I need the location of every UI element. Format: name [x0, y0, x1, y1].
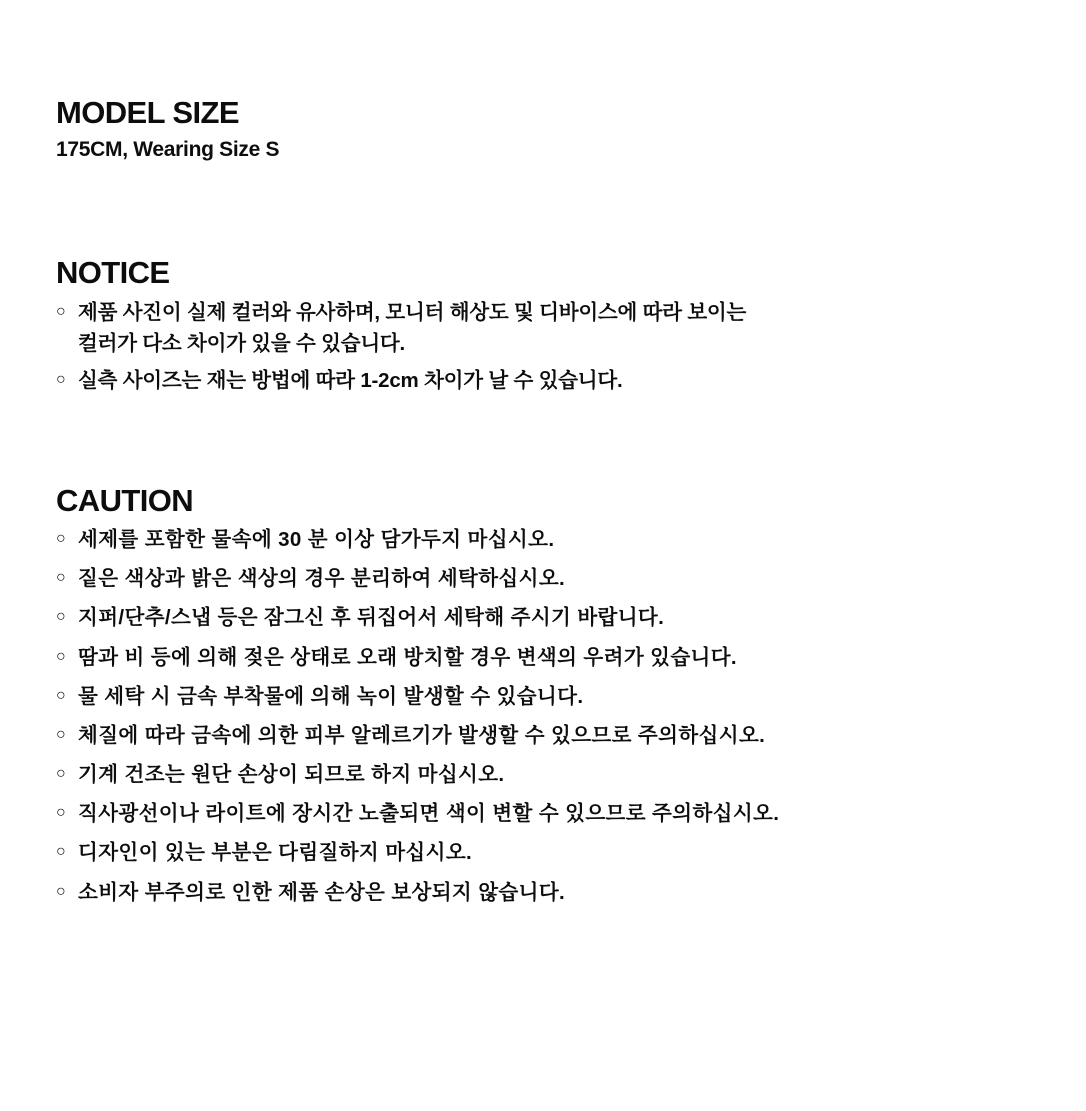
caution-item-text: 직사광선이나 라이트에 장시간 노출되면 색이 변할 수 있으므로 주의하십시오. — [78, 802, 780, 826]
bullet-icon: ○ — [56, 569, 67, 587]
bullet-icon: ○ — [56, 882, 67, 900]
bullet-icon: ○ — [56, 302, 66, 320]
model-size-section — [56, 96, 1030, 164]
caution-item-text: 짙은 색상과 밝은 색상의 경우 분리하여 세탁하십시오. — [78, 567, 566, 591]
notice-section — [56, 256, 1030, 396]
caution-list — [56, 524, 1030, 908]
bullet-icon: ○ — [56, 804, 67, 822]
notice-heading: NOTICE — [56, 255, 170, 291]
list-item — [56, 524, 1030, 555]
notice-item-line1: 제품 사진이 실제 컬러와 유사하며, 모니터 해상도 및 디바이스에 따라 보이는 — [78, 300, 747, 324]
caution-item-text: 소비자 부주의로 인한 제품 손상은 보상되지 않습니다. — [78, 880, 566, 904]
list-item — [56, 642, 1030, 673]
list-item — [56, 681, 1030, 712]
bullet-icon: ○ — [56, 765, 67, 783]
spacer-model-notice — [56, 164, 1030, 256]
caution-item-text: 지퍼/단추/스냅 등은 잠그신 후 뒤집어서 세탁해 주시기 바랍니다. — [78, 606, 665, 630]
notice-item-text — [78, 365, 1030, 396]
list-item — [56, 759, 1030, 790]
list-item — [56, 877, 1030, 908]
caution-item-text: 땀과 비 등에 의해 젖은 상태로 오래 방치할 경우 변색의 우려가 있습니다. — [78, 645, 738, 669]
caution-item-text: 세제를 포함한 물속에 30 분 이상 담가두지 마십시오. — [78, 528, 555, 552]
list-item — [56, 837, 1030, 868]
model-size-detail: 175CM, Wearing Size S — [56, 138, 280, 162]
caution-item-text: 기계 건조는 원단 손상이 되므로 하지 마십시오. — [78, 763, 505, 787]
list-item — [56, 563, 1030, 594]
caution-item-text: 물 세탁 시 금속 부착물에 의해 녹이 발생할 수 있습니다. — [78, 684, 584, 708]
bullet-icon: ○ — [56, 843, 67, 861]
caution-item-text: 체질에 따라 금속에 의한 피부 알레르기가 발생할 수 있으므로 주의하십시오. — [78, 723, 766, 747]
caution-item-text: 디자인이 있는 부분은 다림질하지 마십시오. — [78, 841, 473, 865]
list-item — [56, 798, 1030, 829]
bullet-icon: ○ — [56, 608, 67, 626]
list-item — [56, 720, 1030, 751]
spacer-notice-caution — [56, 402, 1030, 484]
notice-item-text — [78, 297, 1030, 359]
notice-list — [56, 297, 1030, 396]
bullet-icon: ○ — [56, 370, 66, 388]
caution-section — [56, 484, 1030, 908]
bullet-icon: ○ — [56, 530, 67, 548]
notice-item-line1: 실측 사이즈는 재는 방법에 따라 1-2cm 차이가 날 수 있습니다. — [78, 368, 623, 392]
model-size-heading: MODEL SIZE — [56, 95, 239, 130]
list-item — [56, 297, 1030, 359]
bullet-icon: ○ — [56, 647, 67, 665]
list-item — [56, 365, 1030, 396]
notice-item-line2: 컬러가 다소 차이가 있을 수 있습니다. — [78, 331, 406, 355]
bullet-icon: ○ — [56, 725, 67, 743]
bullet-icon: ○ — [56, 686, 67, 704]
list-item — [56, 602, 1030, 633]
caution-heading: CAUTION — [56, 483, 194, 518]
